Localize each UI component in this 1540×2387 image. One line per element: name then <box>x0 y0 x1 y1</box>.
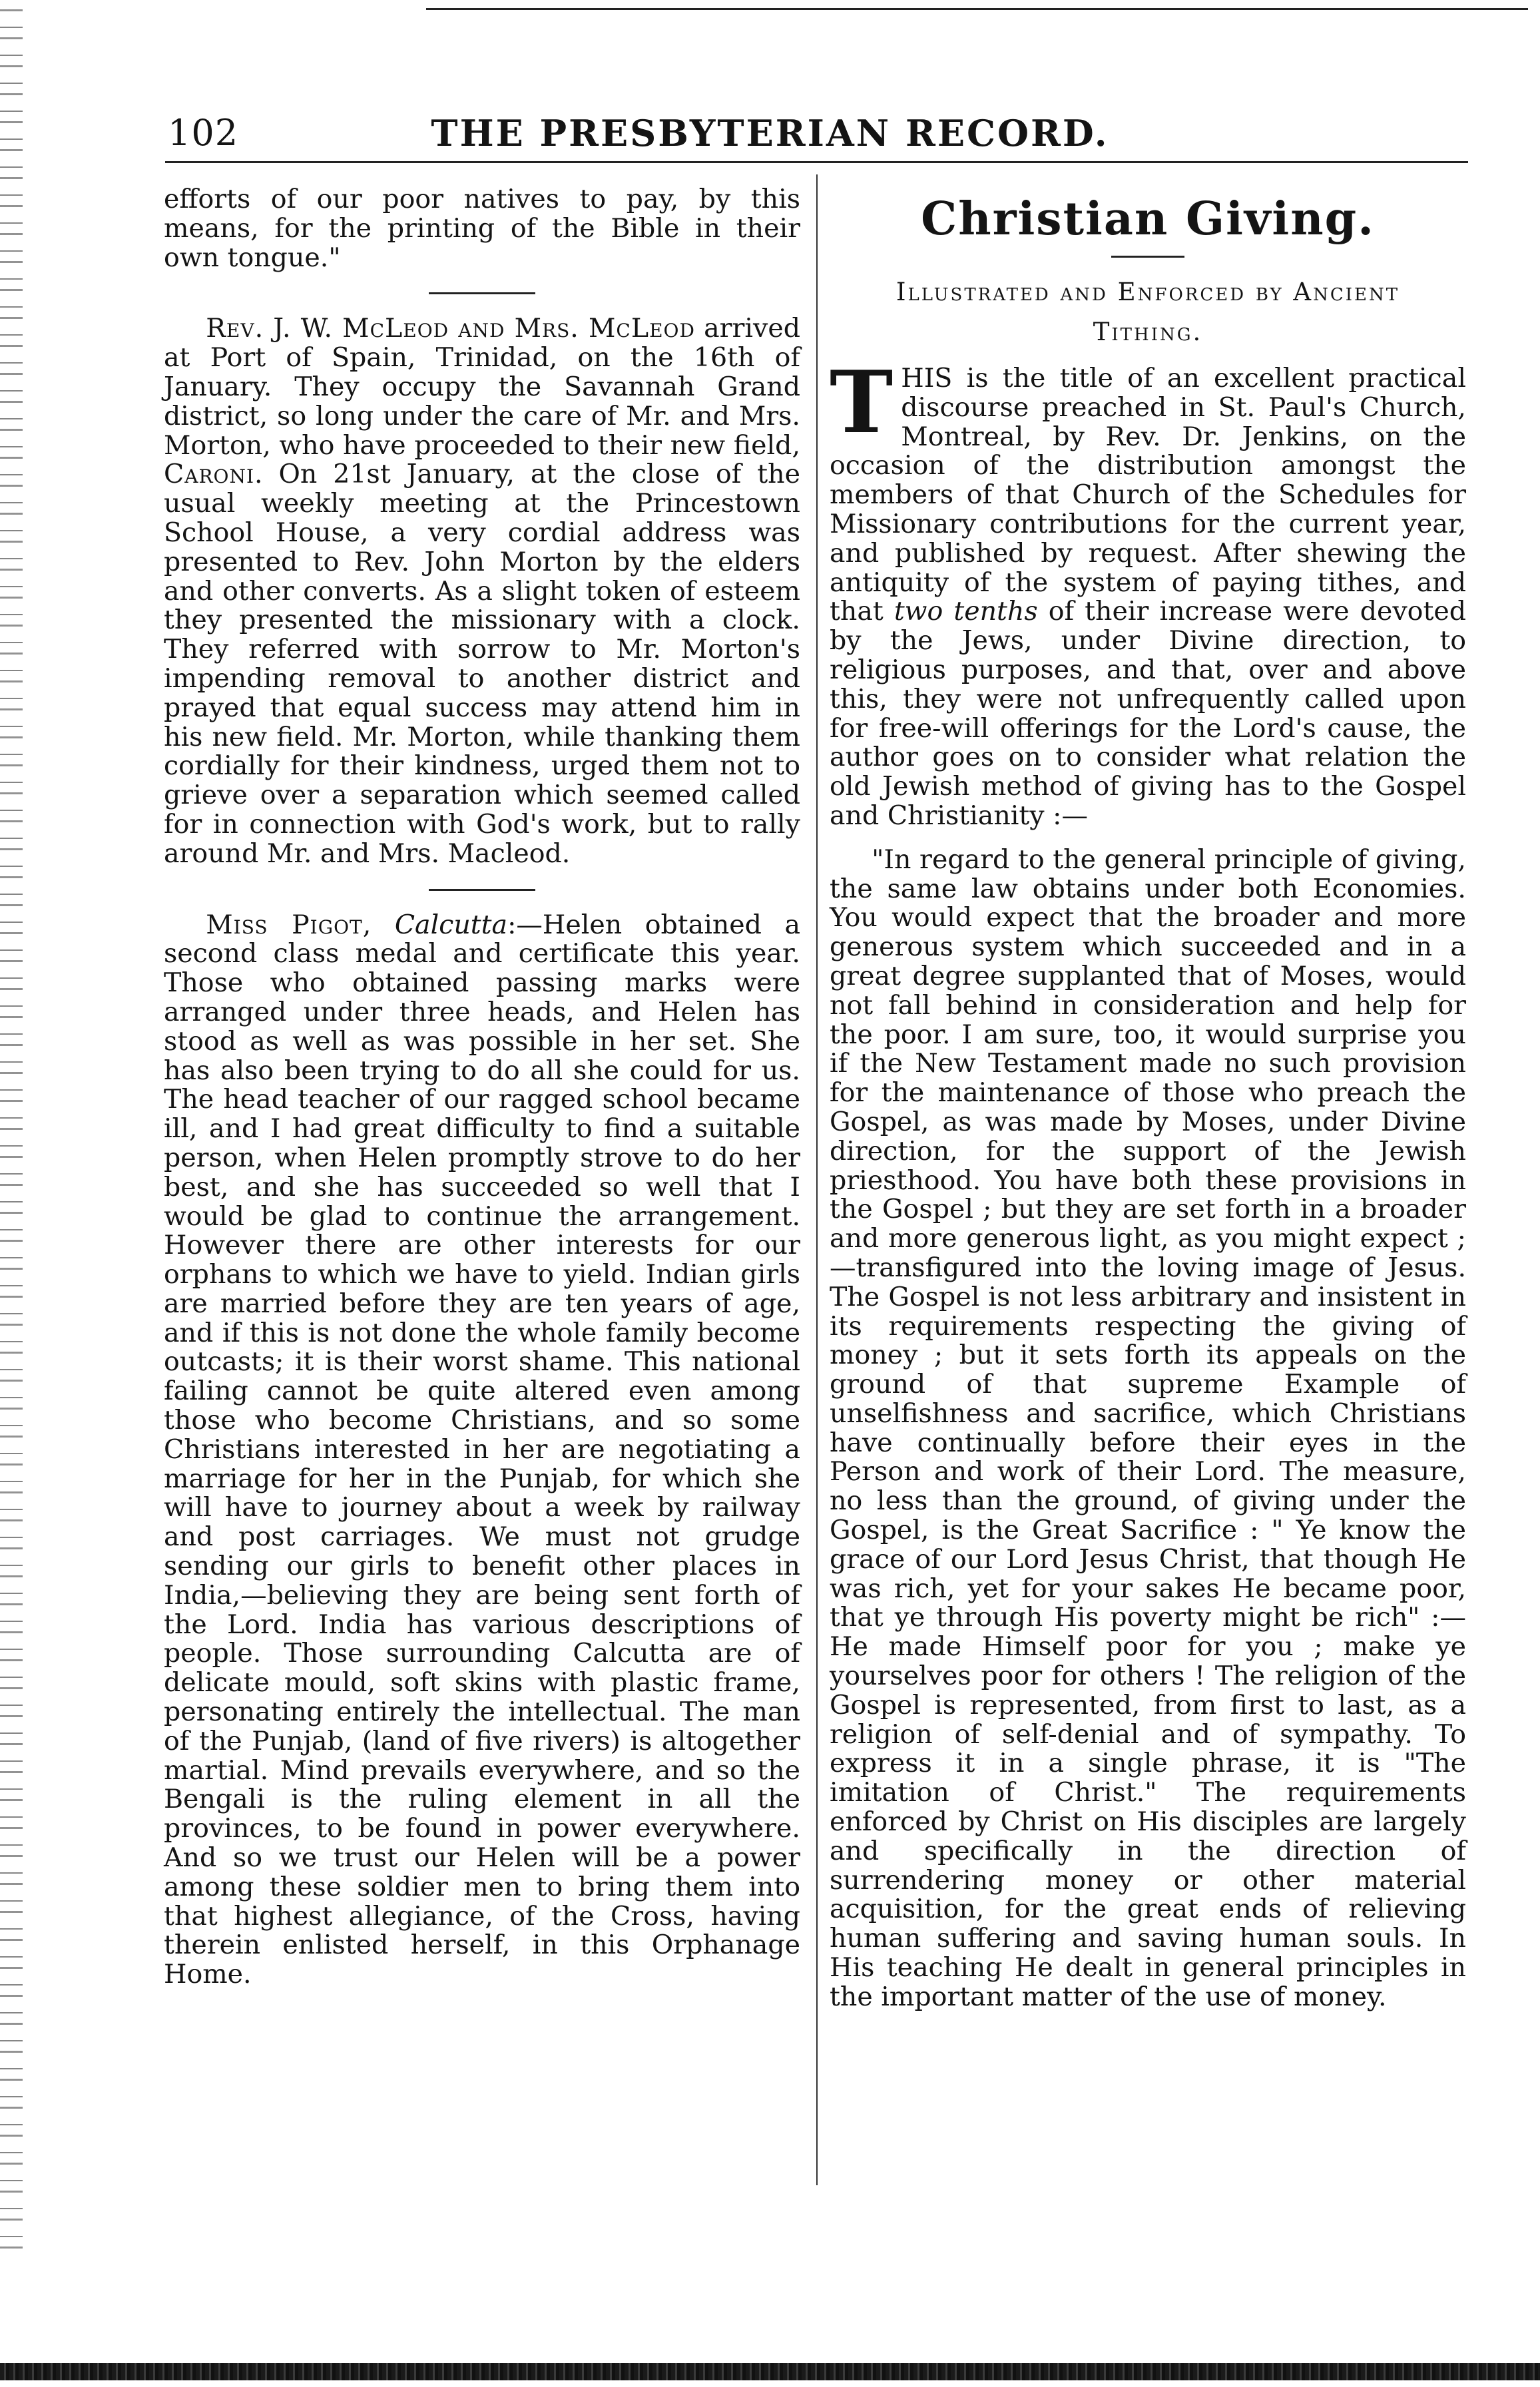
discourse-text-a: THIS is the title of an excellent practical discourse preached in St. Paul's Church, Montreal, by Rev. Dr. Jenkins, on the occasion of the distribution amongst the members of that Church of the Schedules for Missionary contributions for the current year, and published by request. After shewing the antiquity of the system of paying tithes, and that <box>830 353 1466 627</box>
paragraph-bible-printing: efforts of our poor natives to pay, by this means, for the printing of the Bible in their own tongue." <box>164 184 800 273</box>
paragraph-quotation: "In regard to the general principle of giving, the same law obtains under both Economies. You would expect that the broader and more generous system which succeeded and in a great degree supplanted that of Moses, would not fall behind in consideration and help for the poor. I am sure, too, it would surprise you if the New Testament made no such provision for the maintenance of those who preach the Gospel, as was made by Moses, under Divine direction, for the support of the Jewish priesthood. You have both these provisions in the Gospel ; but they are set forth in a broader and more generous light, as you might expect ;—transfigured into the loving image of Jesus. The Gospel is not less arbitrary and insistent in its requirements respecting the giving of money ; but it sets forth its appeals on the ground of that supreme Example of unselfishness and sacrifice, which Christians have continually before their eyes in the Person and work of their Lord. The measure, no less than the ground, of giving under the Gospel, is the Great Sacrifice : " Ye know the grace of our Lord Jesus Christ, that though He was rich, yet for your sakes He became poor, that ye through His poverty might be rich" :—He made Himself poor for you ; make ye yourselves poor for others ! The religion of the Gospel is represented, from first to last, as a religion of self-denial and of sympathy. To express it in a single phrase, it is "The imitation of Christ." The requirements enforced by Christ on His disciples are largely and specifically in the direction of surrendering money or other material acquisition, for the great ends of relieving human suffering and saving human souls. In His teaching He dealt in general principles in the important matter of the use of money. <box>830 844 1466 2012</box>
section-divider <box>429 292 535 294</box>
article-title: Christian Giving. <box>921 192 1375 246</box>
mcleod-tail: . On 21st January, at the close of the usual weekly meeting at the Princestown School House, a very cordial address was presented to Rev. John Morton by the elders and other converts. As a slight token of esteem they presented the missionary with a clock. They referred with sorrow to Mr. Morton's impending removal to another district and prayed that equal success may attend him in his new field. Mr. Morton, while thanking them cordially for their kindness, urged them not to grieve over a separation which seemed called for in connection with God's work, but to rally around Mr. and Mrs. Macleod. <box>164 459 800 869</box>
top-rule <box>426 8 1528 10</box>
article-subtitle <box>830 272 1466 352</box>
paragraph-jenkins-discourse <box>830 353 1466 831</box>
running-title: THE PRESBYTERIAN RECORD. <box>431 112 1109 154</box>
pigot-body: :—Helen obtained a second class medal and certificate this year. Those who obtained passing marks were arranged under three heads, and Helen has stood as well as was possible in her set. She has also been trying to do all she could for us. The head teacher of our ragged school became ill, and I had great difficulty to find a suitable person, when Helen promptly strove to do her best, and she has succeeded so well that I would be glad to continue the arrangement. However there are other interests for our orphans to which we have to yield. Indian girls are married before they are ten years of age, and if this is not done the whole family become outcasts; it is their worst shame. This national failing cannot be quite altered even among those who become Christians, and so some Christians interested in her are negotiating a marriage for her in the Punjab, for which she will have to journey about a week by railway and post carriages. We must not grudge sending our girls to benefit other places in India,—believing they are being sent forth of the Lord. India has various descriptions of people. Those surrounding Calcutta are of delicate mould, soft skins with plastic frame, personating entirely the intellectual. The man of the Punjab, (land of five rivers) is altogether martial. Mind prevails everywhere, and so the Bengali is the ruling element in all the provinces, to be found in power everywhere. And so we trust our Helen will be a power among these soldier men to bring them into that highest allegiance, of the Cross, having therein enlisted herself, in this Orphanage Home. <box>164 909 801 1990</box>
subtitle-line-2: Tithing. <box>1093 318 1203 346</box>
paragraph-miss-pigot <box>164 911 800 1989</box>
place-caroni: Caroni <box>164 459 255 490</box>
page-number: 102 <box>168 112 239 154</box>
subtitle-line-1: Illustrated and Enforced by Ancient <box>896 278 1400 306</box>
paragraph-mcleod <box>164 314 800 868</box>
place-calcutta: Calcutta <box>394 909 508 940</box>
title-rule <box>1111 256 1184 258</box>
right-column <box>830 185 1466 2012</box>
left-column <box>164 185 800 1989</box>
two-tenths: two tenths <box>894 596 1038 627</box>
column-divider <box>816 174 818 2185</box>
mcleod-body: arrived at Port of Spain, Trinidad, on the 16th of January. They occupy the Savannah Grand district, so long under the care of Mr. and Mrs. Morton, who have proceeded to their new field, <box>164 313 801 461</box>
mcleod-lead: Rev. J. W. McLeod and Mrs. McLeod <box>206 313 695 344</box>
bottom-scan-border <box>0 2363 1540 2380</box>
section-divider <box>429 889 535 891</box>
page-edge-scan-artifact <box>0 0 23 2251</box>
header-rule <box>165 161 1468 163</box>
pigot-lead: Miss Pigot, <box>206 909 372 940</box>
discourse-text-b: of their increase were devoted by the Jews, under Divine direction, to religious purposes, and that, over and above this, they were not unfrequently called upon for free-will offerings for the Lord's cause, the author goes on to consider what relation the old Jewish method of giving has to the Gospel and Christianity :— <box>830 596 1466 831</box>
